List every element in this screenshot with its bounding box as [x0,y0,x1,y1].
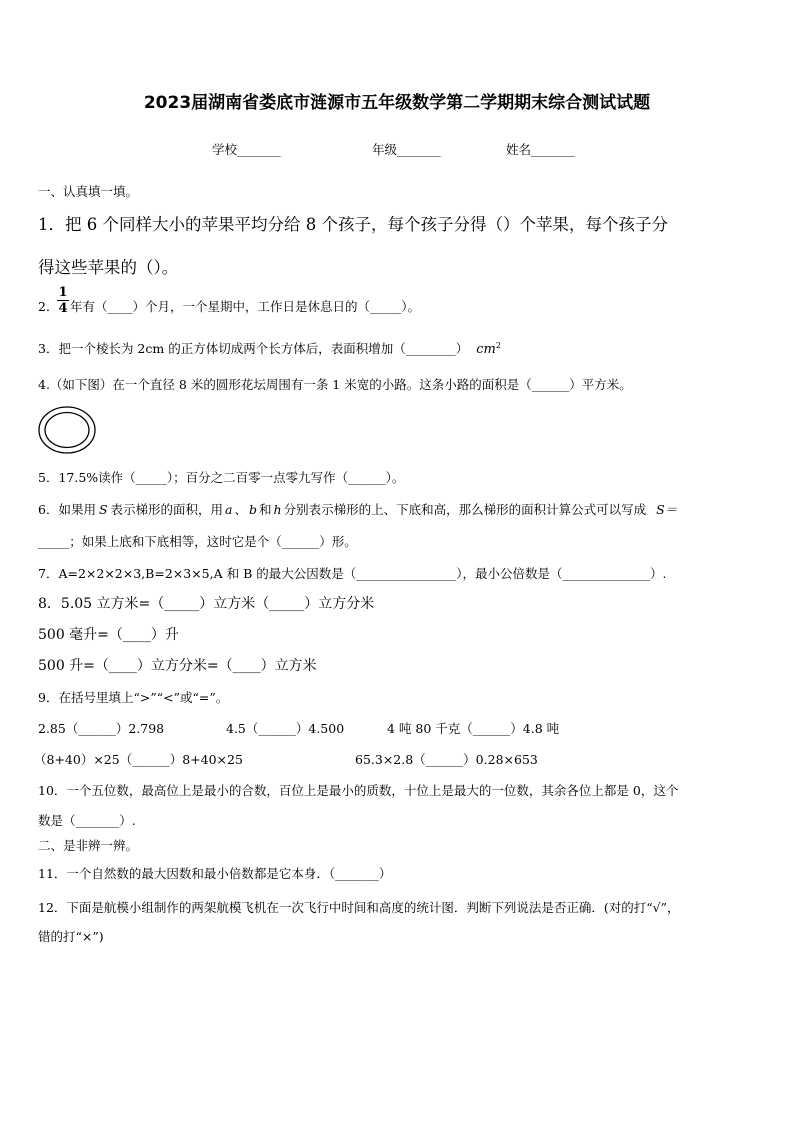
fraction-one-quarter [57,286,69,315]
symbol-s: S [98,502,108,517]
question-8-line-2: 500 毫升=（____）升 [38,627,179,643]
compare-item-2: 4.5（______）4.500 [226,721,345,736]
q6-part-2: 表示梯形的面积，用 [110,502,224,517]
symbol-h: h [273,502,282,517]
question-12-line-1: 12．下面是航模小组制作的两架航模飞机在一次飞行中时间和高度的统计图．判断下列说法是否正确．(对的打“√”， [38,900,680,915]
q6-part-4: 和 [259,502,272,517]
unit-superscript: 2 [495,340,501,350]
symbol-a: a [225,502,233,517]
compare-item-1: 2.85（______）2.798 [38,721,165,736]
question-2-number: 2． [38,299,59,314]
question-4: 4.（如下图）在一个直径 8 米的圆形花坛周围有一条 1 米宽的小路。这条小路的面积是（______）平方米。 [38,377,632,392]
compare-item-4: （8+40）×25（______）8+40×25 [34,752,243,767]
q6-part-5: 分别表示梯形的上、下底和高，那么梯形的面积计算公式可以写成 [283,502,647,517]
section-2-heading: 二、是非辨一辨。 [38,838,139,853]
question-9-title: 9．在括号里填上“>”“<”或“=”。 [38,690,229,705]
symbol-b: b [249,502,258,517]
question-12-line-2: 错的打“×”) [38,929,104,944]
q6-part-3: 、 [234,502,248,517]
question-1-line-1: 1．把 6 个同样大小的苹果平均分给 8 个孩子，每个孩子分得（）个苹果，每个孩子分 [38,215,668,234]
question-5: 5．17.5%读作（_____）；百分之二百零一点零九写作（______）。 [38,470,405,485]
question-6-line-1 [38,500,677,518]
grade-field: 年级_______ [372,142,441,157]
question-8-line-1: 8．5.05 立方米=（_____）立方米（_____）立方分米 [38,596,375,612]
school-field: 学校_______ [212,142,281,157]
question-1-line-2: 得这些苹果的（）。 [38,258,179,277]
question-6-line-2: _____；如果上底和下底相等，这时它是个（______）形。 [38,534,357,549]
compare-item-3: 4 吨 80 千克（______）4.8 吨 [387,721,560,736]
unit-cm: cm [476,342,496,357]
question-7: 7．A=2×2×2×3,B=2×3×5,A 和 B 的最大公因数是（________________），最小公倍数是（______________）. [38,566,667,581]
question-2-text: 年有（____）个月，一个星期中，工作日是休息日的（_____）。 [70,299,421,314]
question-10-line-1: 10．一个五位数，最高位上是最小的合数，百位上是最小的质数，十位上是最大的一位数，其余各位上都是 0，这个 [38,783,679,798]
question-3 [38,339,501,357]
question-10-line-2: 数是（_______）. [38,813,136,828]
section-1-heading: 一、认真填一填。 [38,184,139,199]
question-11: 11．一个自然数的最大因数和最小倍数都是它本身．（_______） [38,866,392,881]
ring-path-figure [38,405,98,455]
exam-title: 2023届湖南省娄底市涟源市五年级数学第二学期期末综合测试试题 [143,93,651,113]
inner-circle [45,413,89,448]
question-8-line-3: 500 升=（____）立方分米=（____）立方米 [38,658,317,674]
fraction-numerator: 1 [58,285,68,300]
question-3-text: 3．把一个棱长为 2cm 的正方体切成两个长方体后，表面积增加（________） [38,341,469,356]
formula-s-equals: S＝ [656,502,678,517]
name-field: 姓名_______ [506,142,575,157]
q6-part-1: 6．如果用 [38,502,96,517]
outer-circle [39,407,95,453]
fraction-denominator: 4 [58,301,68,316]
compare-item-5: 65.3×2.8（______）0.28×653 [355,752,538,767]
